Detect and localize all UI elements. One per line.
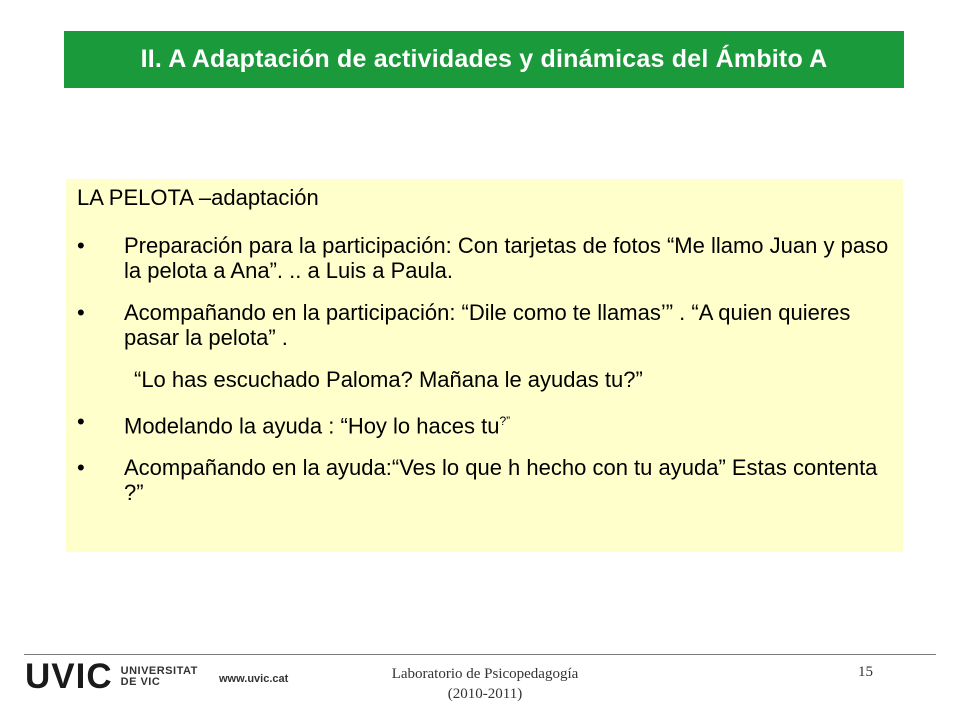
- uvic-logo: [25, 657, 198, 696]
- bullet-item-acompanando-participacion: [77, 300, 893, 350]
- bullet-text-wrapper: [124, 409, 893, 438]
- bullet-item-modelando: [77, 409, 893, 438]
- logo-mark: UVIC: [25, 657, 113, 696]
- logo-line1: UNIVERSITAT: [120, 665, 198, 677]
- footer-divider: [24, 654, 936, 655]
- bullet-text: Acompañando en la ayuda:“Ves lo que h hecho con tu ayuda” Estas contenta ?”: [124, 455, 878, 506]
- bullet-icon: •: [77, 455, 85, 481]
- content-box: [66, 179, 903, 552]
- site-url: www.uvic.cat: [219, 673, 289, 685]
- content-heading: LA PELOTA –adaptación: [77, 185, 319, 210]
- logo-subtitle: [121, 666, 198, 688]
- bullet-sup: ?”: [499, 414, 511, 428]
- page-number: 15: [858, 664, 873, 680]
- bullet-icon: •: [77, 300, 85, 325]
- bullet-item-preparacion: [77, 233, 893, 283]
- bullet-icon: •: [77, 409, 85, 434]
- bullet-item-acompanando-ayuda: [77, 455, 893, 505]
- bullet-icon: •: [77, 233, 85, 258]
- slide-title: II. A Adaptación de actividades y dinámicas del Ámbito A: [140, 45, 828, 73]
- footer-center: [340, 664, 630, 704]
- logo-line2: DE VIC: [120, 676, 161, 688]
- bullet-text: Preparación para la participación: Con tarjetas de fotos “Me llamo Juan y paso la pelota a Ana”. .. a Luis a Paula.: [124, 233, 889, 283]
- bullet-text: Acompañando en la participación: “Dile como te llamas’” . “A quien quieres pasar la pelota” .: [124, 300, 851, 350]
- quote-line: “Lo has escuchado Paloma? Mañana le ayudas tu?”: [134, 367, 643, 392]
- footer-years: (2010-2011): [447, 686, 523, 702]
- title-bar: [64, 31, 904, 88]
- footer-course: Laboratorio de Psicopedagogía: [391, 666, 579, 682]
- bullet-text: Modelando la ayuda : “Hoy lo haces tu: [124, 413, 500, 439]
